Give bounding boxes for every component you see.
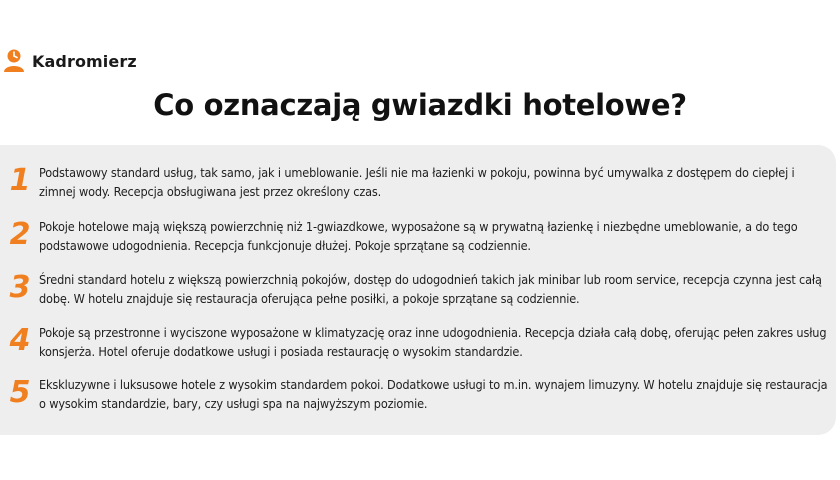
page-title: Co oznaczają gwiazdki hotelowe? <box>153 88 687 122</box>
item-description: Pokoje hotelowe mają większą powierzchnię niż 1-gwiazdkowe, wyposażone są w prywatną łazienkę i niezbędne umeblowanie, a do tego podstawowe udogodnienia. Recepcja funkcjonuje dłużej. Pokoje sprzątane są codziennie. <box>39 219 798 253</box>
item-number: 3 <box>9 270 31 305</box>
list-item <box>0 269 836 309</box>
star-levels-panel <box>0 145 836 435</box>
brand-name: Kadromierz <box>32 51 137 71</box>
item-description: Średni standard hotelu z większą powierzchnią pokojów, dostęp do udogodnień takich jak minibar lub room service, recepcja czynna jest całą dobę. W hotelu znajduje się restauracja oferująca pełne posiłki, a pokoje sprzątane są codziennie. <box>39 272 822 306</box>
kadromierz-logo-icon <box>2 48 26 74</box>
list-item <box>0 216 836 256</box>
list-item <box>0 374 836 414</box>
item-description: Ekskluzywne i luksusowe hotele z wysokim standardem pokoi. Dodatkowe usługi to m.in. wynajem limuzyny. W hotelu znajduje się restauracja o wysokim standardzie, bary, czy usługi spa na najwyższym poziomie. <box>39 377 828 411</box>
item-number: 5 <box>9 375 31 410</box>
item-number: 2 <box>9 217 31 252</box>
list-item <box>0 322 836 362</box>
item-description: Pokoje są przestronne i wyciszone wyposażone w klimatyzację oraz inne udogodnienia. Recepcja działa całą dobę, oferując pełen zakres usług konsjerża. Hotel oferuje dodatkowe usługi i posiada restaurację o wysokim standardzie. <box>39 325 827 359</box>
list-item <box>0 162 836 202</box>
item-description: Podstawowy standard usług, tak samo, jak i umeblowanie. Jeśli nie ma łazienki w pokoju, powinna być umywalka z dostępem do ciepłej i zimnej wody. Recepcja obsługiwana jest przez określony czas. <box>39 165 795 199</box>
item-number: 1 <box>9 163 31 198</box>
brand-logo <box>2 48 137 74</box>
item-number: 4 <box>9 323 31 358</box>
